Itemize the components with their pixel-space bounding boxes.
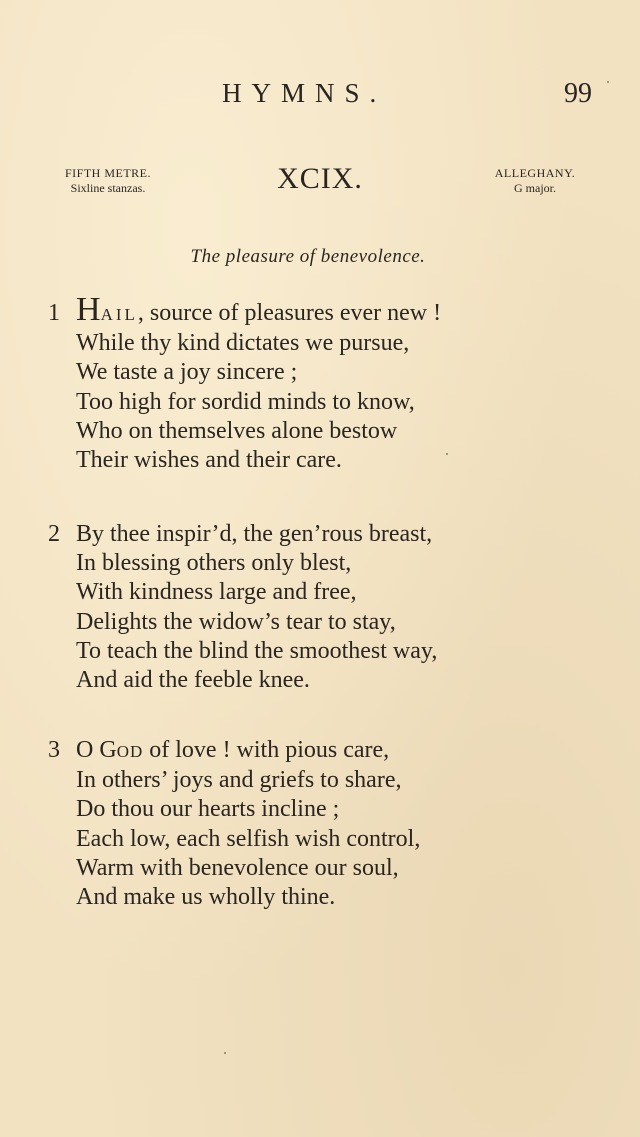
verse-line: We taste a joy sincere ; [76, 359, 298, 386]
small-caps-word: OD [116, 742, 144, 761]
verse-line: In others’ joys and griefs to share, [76, 767, 402, 794]
stanza [48, 736, 608, 912]
verse-line: Too high for sordid minds to know, [76, 388, 415, 415]
divine-name-initial: G [99, 737, 117, 763]
stanza [48, 520, 608, 695]
verse-line: Who on themselves alone bestow [76, 417, 398, 444]
hymn-subtitle: The pleasure of benevolence. [190, 246, 426, 267]
verse-line: Delights the widow’s tear to stay, [76, 608, 396, 635]
running-title: HYMNS. [222, 78, 387, 108]
verse-line: While thy kind dictates we pursue, [76, 330, 410, 357]
metre: FIFTH METRE. [64, 166, 151, 180]
line-text: By thee inspir’d, the gen’rous breast, [76, 521, 433, 547]
hymn-number: XCIX. [277, 162, 363, 195]
stanza [48, 291, 608, 475]
tune-name: ALLEGHANY. [494, 166, 576, 180]
line-text: , source of pleasures ever new ! [137, 300, 442, 326]
verse-line: Their wishes and their care. [76, 447, 342, 474]
drop-cap: H [76, 291, 101, 328]
page-number: 99 [564, 78, 592, 109]
paper-speck [446, 453, 448, 455]
paper-speck [607, 81, 609, 83]
verse-line: Do thou our hearts incline ; [76, 796, 340, 823]
small-caps-word: AIL [100, 305, 138, 324]
paper-speck [224, 1052, 226, 1054]
stanza-number: 2 [48, 521, 60, 547]
stanza-number: 1 [48, 300, 60, 326]
running-head [0, 78, 640, 110]
verse-line: Warm with benevolence our soul, [76, 854, 399, 881]
verse-line: And aid the feeble knee. [76, 667, 310, 694]
verse-line: In blessing others only blest, [76, 550, 352, 577]
tune-info [480, 166, 590, 196]
stanza-first-line [48, 291, 608, 329]
tune-key: G major. [514, 181, 556, 195]
verse-line: With kindness large and free, [76, 579, 357, 606]
stanza-number: 3 [48, 737, 60, 763]
verse-line: To teach the blind the smoothest way, [76, 637, 438, 664]
stanza-first-line [48, 520, 608, 549]
stanza-form: Sixline stanzas. [70, 181, 146, 195]
verse-line: Each low, each selfish wish control, [76, 825, 421, 852]
verse-line: And make us wholly thine. [76, 884, 336, 911]
line-text: O [76, 737, 100, 763]
line-text: of love ! with pious care, [143, 737, 390, 763]
stanza-first-line [48, 736, 608, 766]
